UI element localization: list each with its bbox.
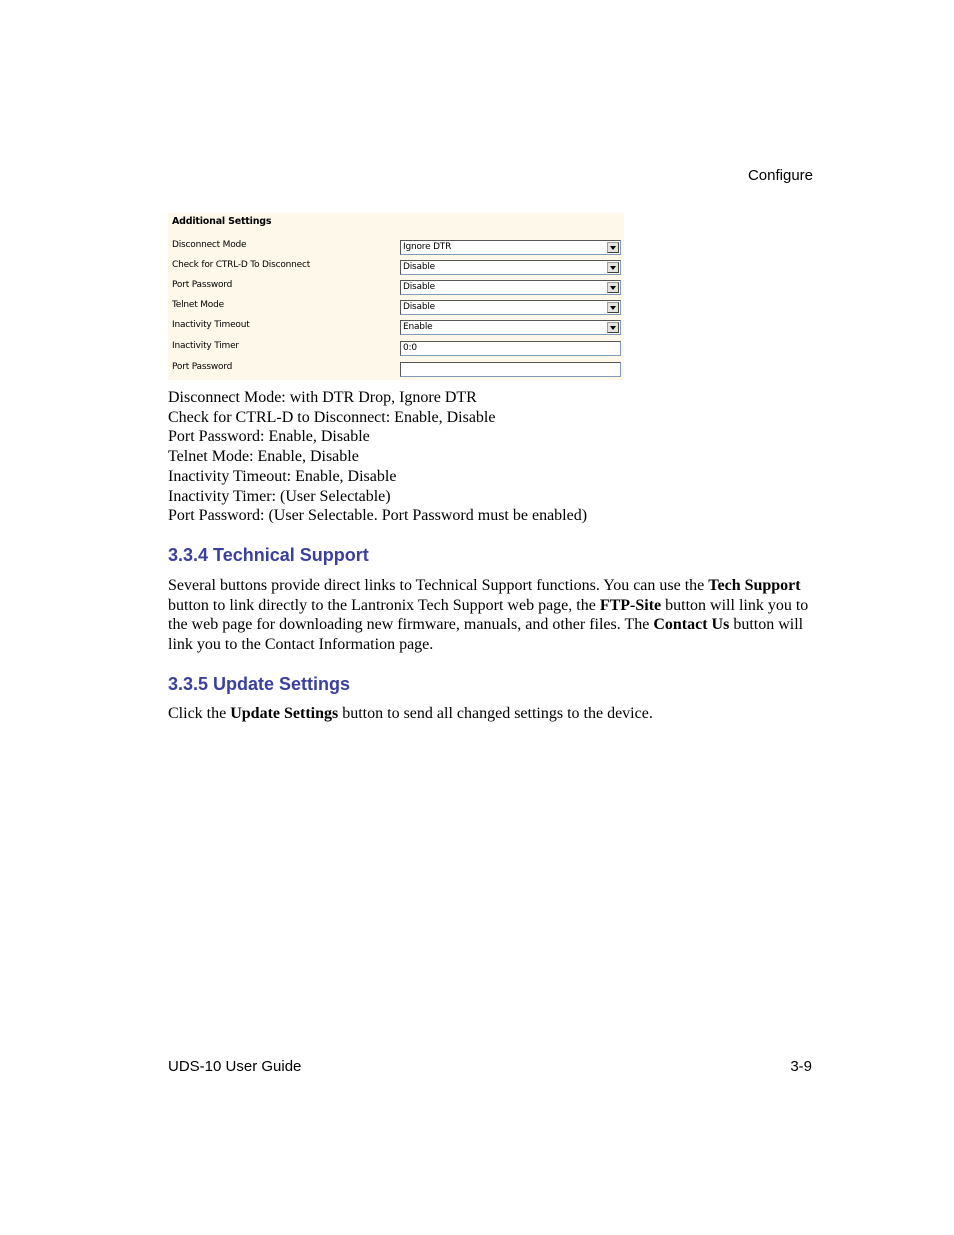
additional-settings-panel bbox=[168, 213, 624, 380]
select-value: Disable bbox=[403, 282, 435, 292]
row-label: Check for CTRL-D To Disconnect bbox=[172, 260, 311, 270]
select-value: Ignore DTR bbox=[403, 242, 452, 252]
paragraph-technical-support bbox=[168, 576, 816, 655]
row-inactivity-timer bbox=[168, 339, 624, 357]
port-password-input[interactable] bbox=[400, 362, 621, 377]
options-line: Inactivity Timer: (User Selectable) bbox=[168, 487, 391, 505]
footer-title: UDS-10 User Guide bbox=[168, 1058, 302, 1075]
options-line: Port Password: Enable, Disable bbox=[168, 428, 370, 446]
options-line: Disconnect Mode: with DTR Drop, Ignore DTR bbox=[168, 389, 477, 406]
dropdown-arrow-icon[interactable] bbox=[607, 282, 619, 293]
input-value: 0:0 bbox=[403, 343, 417, 353]
row-label: Inactivity Timeout bbox=[172, 320, 250, 330]
panel-title: Additional Settings bbox=[172, 216, 272, 227]
text: Several buttons provide direct links to Technical Support functions. You can use the bbox=[168, 577, 709, 594]
inactivity-timer-input[interactable] bbox=[400, 341, 621, 356]
text: button will link you to the Contact Information page. bbox=[168, 616, 804, 654]
row-inactivity-timeout bbox=[168, 318, 624, 336]
row-label: Port Password bbox=[172, 362, 233, 372]
telnet-mode-select[interactable] bbox=[400, 300, 621, 315]
check-ctrl-d-select[interactable] bbox=[400, 260, 621, 275]
row-port-password-mode bbox=[168, 278, 624, 296]
options-line: Port Password: (User Selectable. Port Password must be enabled) bbox=[168, 507, 588, 525]
paragraph-update-settings bbox=[168, 704, 816, 724]
bold-term: FTP-Site bbox=[599, 596, 662, 614]
page-number: 3-9 bbox=[790, 1058, 812, 1075]
text: button to send all changed settings to the device. bbox=[338, 705, 653, 722]
row-disconnect-mode bbox=[168, 238, 624, 256]
row-label: Inactivity Timer bbox=[172, 341, 239, 351]
row-check-ctrl-d bbox=[168, 258, 624, 276]
text: button will link you to the web page for downloading new firmware, manuals, and other files. The bbox=[168, 596, 809, 634]
dropdown-arrow-icon[interactable] bbox=[607, 322, 619, 333]
row-port-password-text bbox=[168, 360, 624, 378]
select-value: Disable bbox=[403, 302, 435, 312]
row-telnet-mode bbox=[168, 298, 624, 316]
options-list bbox=[168, 388, 587, 526]
inactivity-timeout-select[interactable] bbox=[400, 320, 621, 335]
text: Click the bbox=[168, 705, 231, 722]
select-value: Enable bbox=[403, 322, 433, 332]
row-label: Port Password bbox=[172, 280, 233, 290]
row-label: Disconnect Mode bbox=[172, 240, 247, 250]
bold-term: Update Settings bbox=[230, 705, 339, 722]
heading-update-settings: 3.3.5 Update Settings bbox=[168, 674, 351, 694]
row-label: Telnet Mode bbox=[172, 300, 224, 310]
heading-technical-support: 3.3.4 Technical Support bbox=[168, 545, 369, 565]
dropdown-arrow-icon[interactable] bbox=[607, 242, 619, 253]
text: button to link directly to the Lantronix Tech Support web page, the bbox=[168, 596, 600, 614]
dropdown-arrow-icon[interactable] bbox=[607, 302, 619, 313]
options-line: Check for CTRL-D to Disconnect: Enable, Disable bbox=[168, 408, 496, 426]
select-value: Disable bbox=[403, 262, 435, 272]
disconnect-mode-select[interactable] bbox=[400, 240, 621, 255]
dropdown-arrow-icon[interactable] bbox=[607, 262, 619, 273]
bold-term: Tech Support bbox=[708, 577, 801, 594]
options-line: Telnet Mode: Enable, Disable bbox=[168, 448, 359, 466]
bold-term: Contact Us bbox=[653, 616, 730, 634]
port-password-select[interactable] bbox=[400, 280, 621, 295]
options-line: Inactivity Timeout: Enable, Disable bbox=[168, 467, 397, 485]
running-head: Configure bbox=[747, 167, 813, 184]
